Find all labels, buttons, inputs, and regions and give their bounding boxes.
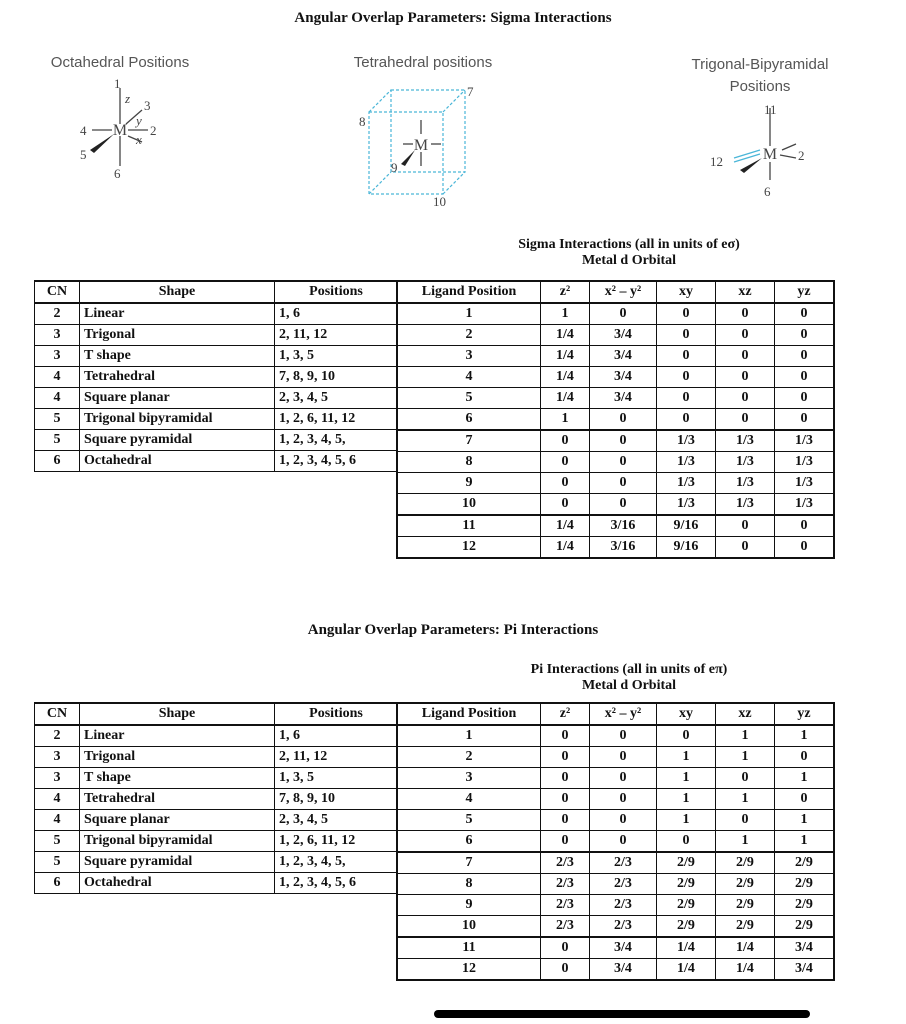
cell-yz: 0 xyxy=(775,747,835,768)
tetrahedral-diagram xyxy=(355,80,495,210)
cell-positions: 2, 3, 4, 5 xyxy=(275,810,398,831)
cell-positions: 1, 2, 6, 11, 12 xyxy=(275,831,398,852)
cell-xy: 2/9 xyxy=(657,852,716,874)
cell-cn: 5 xyxy=(35,831,80,852)
svg-text:1: 1 xyxy=(114,76,121,91)
cell-xz: 1/3 xyxy=(716,473,775,494)
pi-title: Angular Overlap Parameters: Pi Interactions xyxy=(307,622,599,638)
cell-ligand-position: 7 xyxy=(397,852,541,874)
cell-x2y2: 0 xyxy=(590,430,657,452)
cell-xz: 0 xyxy=(716,303,775,325)
cell-x2y2: 3/4 xyxy=(590,367,657,388)
cell-z2: 0 xyxy=(541,810,590,831)
cell-z2: 0 xyxy=(541,937,590,959)
table-row xyxy=(35,346,398,367)
sigma-title: Angular Overlap Parameters: Sigma Interactions xyxy=(294,10,612,26)
pi-caption: Pi Interactions (all in units of eπ) Metal d Orbital xyxy=(530,662,728,693)
cell-cn: 3 xyxy=(35,747,80,768)
header-xz: xz xyxy=(716,703,775,725)
table-row xyxy=(397,473,834,494)
cell-ligand-position: 1 xyxy=(397,303,541,325)
svg-text:9: 9 xyxy=(391,160,398,175)
cell-xy: 1 xyxy=(657,747,716,768)
cell-xy: 0 xyxy=(657,346,716,367)
cell-z2: 1/4 xyxy=(541,367,590,388)
table-row xyxy=(397,810,834,831)
cell-x2y2: 0 xyxy=(590,409,657,431)
cell-x2y2: 0 xyxy=(590,831,657,853)
svg-text:6: 6 xyxy=(114,166,121,181)
table-row xyxy=(397,874,834,895)
cell-z2: 1 xyxy=(541,303,590,325)
cell-shape: Tetrahedral xyxy=(80,789,275,810)
cell-z2: 0 xyxy=(541,452,590,473)
table-row xyxy=(35,367,398,388)
table-row xyxy=(35,388,398,409)
cell-cn: 3 xyxy=(35,768,80,789)
table-row xyxy=(397,346,834,367)
cell-xy: 1/3 xyxy=(657,494,716,516)
cell-xy: 0 xyxy=(657,831,716,853)
cell-cn: 5 xyxy=(35,430,80,451)
cell-xz: 1 xyxy=(716,725,775,747)
cell-ligand-position: 6 xyxy=(397,831,541,853)
cell-xy: 2/9 xyxy=(657,874,716,895)
header-yz: yz xyxy=(775,703,835,725)
cell-x2y2: 0 xyxy=(590,810,657,831)
cell-x2y2: 0 xyxy=(590,452,657,473)
cell-ligand-position: 9 xyxy=(397,895,541,916)
cell-z2: 0 xyxy=(541,789,590,810)
cell-xz: 1/3 xyxy=(716,452,775,473)
cell-cn: 5 xyxy=(35,852,80,873)
table-row xyxy=(397,789,834,810)
cell-cn: 4 xyxy=(35,789,80,810)
cell-xz: 1/3 xyxy=(716,494,775,516)
cell-xy: 0 xyxy=(657,303,716,325)
cell-yz: 1/3 xyxy=(775,452,835,473)
cell-xy: 0 xyxy=(657,367,716,388)
header-xy: xy xyxy=(657,703,716,725)
header-positions: Positions xyxy=(275,281,398,303)
cell-cn: 3 xyxy=(35,346,80,367)
svg-text:7: 7 xyxy=(467,84,474,99)
tetrahedral-label: Tetrahedral positions xyxy=(353,54,493,71)
table-row xyxy=(397,537,834,559)
cell-yz: 1 xyxy=(775,768,835,789)
cell-ligand-position: 4 xyxy=(397,367,541,388)
cell-positions: 7, 8, 9, 10 xyxy=(275,367,398,388)
table-row xyxy=(35,873,398,894)
cell-shape: Octahedral xyxy=(80,873,275,894)
cell-x2y2: 2/3 xyxy=(590,874,657,895)
cell-ligand-position: 10 xyxy=(397,916,541,938)
cell-yz: 0 xyxy=(775,515,835,537)
cell-xy: 9/16 xyxy=(657,515,716,537)
cell-xz: 1 xyxy=(716,831,775,853)
cell-ligand-position: 11 xyxy=(397,515,541,537)
cell-yz: 0 xyxy=(775,303,835,325)
table-row xyxy=(35,810,398,831)
cell-yz: 0 xyxy=(775,388,835,409)
cell-xz: 1 xyxy=(716,747,775,768)
cell-positions: 1, 6 xyxy=(275,725,398,747)
tbp-diagram xyxy=(700,100,830,205)
cell-z2: 2/3 xyxy=(541,895,590,916)
cell-ligand-position: 3 xyxy=(397,346,541,367)
svg-text:8: 8 xyxy=(359,114,366,129)
table-row xyxy=(35,409,398,430)
cell-xy: 1/4 xyxy=(657,959,716,981)
cell-yz: 2/9 xyxy=(775,916,835,938)
cell-xz: 0 xyxy=(716,409,775,431)
cell-positions: 1, 3, 5 xyxy=(275,768,398,789)
cell-x2y2: 3/16 xyxy=(590,515,657,537)
table-row xyxy=(35,831,398,852)
svg-text:M: M xyxy=(762,146,778,163)
svg-text:x: x xyxy=(136,132,142,147)
table-row xyxy=(397,515,834,537)
table-row xyxy=(35,430,398,451)
cell-yz: 2/9 xyxy=(775,852,835,874)
cell-shape: Square pyramidal xyxy=(80,852,275,873)
svg-text:10: 10 xyxy=(433,194,446,209)
cell-xy: 0 xyxy=(657,409,716,431)
cell-positions: 1, 2, 3, 4, 5, 6 xyxy=(275,451,398,472)
cell-z2: 1/4 xyxy=(541,346,590,367)
header-shape: Shape xyxy=(80,703,275,725)
cell-xz: 1/4 xyxy=(716,959,775,981)
cell-ligand-position: 6 xyxy=(397,409,541,431)
table-row xyxy=(397,725,834,747)
cell-x2y2: 0 xyxy=(590,494,657,516)
cell-x2y2: 2/3 xyxy=(590,916,657,938)
cell-x2y2: 0 xyxy=(590,473,657,494)
pi-interactions-table xyxy=(396,702,835,981)
table-row xyxy=(397,452,834,473)
table-row xyxy=(35,768,398,789)
cell-positions: 7, 8, 9, 10 xyxy=(275,789,398,810)
cell-yz: 1 xyxy=(775,810,835,831)
table-row xyxy=(35,725,398,747)
cell-cn: 4 xyxy=(35,388,80,409)
cell-shape: Trigonal bipyramidal xyxy=(80,409,275,430)
cell-x2y2: 2/3 xyxy=(590,852,657,874)
header-yz: yz xyxy=(775,281,835,303)
cell-xz: 0 xyxy=(716,325,775,346)
cell-x2y2: 3/4 xyxy=(590,959,657,981)
header-shape: Shape xyxy=(80,281,275,303)
cell-z2: 2/3 xyxy=(541,916,590,938)
cell-positions: 1, 2, 3, 4, 5, xyxy=(275,852,398,873)
svg-text:3: 3 xyxy=(144,98,151,113)
header-positions: Positions xyxy=(275,703,398,725)
cell-z2: 0 xyxy=(541,959,590,981)
table-row xyxy=(35,789,398,810)
cell-ligand-position: 11 xyxy=(397,937,541,959)
sigma-interactions-table xyxy=(396,280,835,559)
cell-xy: 1/3 xyxy=(657,452,716,473)
cell-positions: 1, 6 xyxy=(275,303,398,325)
header-x2y2: x² – y² xyxy=(590,281,657,303)
cell-shape: Square pyramidal xyxy=(80,430,275,451)
svg-text:12: 12 xyxy=(710,154,723,169)
cell-yz: 0 xyxy=(775,537,835,559)
table-row xyxy=(397,325,834,346)
cell-ligand-position: 5 xyxy=(397,810,541,831)
header-xz: xz xyxy=(716,281,775,303)
cell-positions: 1, 2, 3, 4, 5, xyxy=(275,430,398,451)
cell-z2: 1/4 xyxy=(541,537,590,559)
cell-yz: 1 xyxy=(775,831,835,853)
cell-shape: Square planar xyxy=(80,388,275,409)
cell-xz: 2/9 xyxy=(716,874,775,895)
cell-yz: 3/4 xyxy=(775,937,835,959)
cell-positions: 2, 3, 4, 5 xyxy=(275,388,398,409)
svg-text:5: 5 xyxy=(80,147,87,162)
cell-xy: 2/9 xyxy=(657,916,716,938)
svg-text:2: 2 xyxy=(798,148,805,163)
cell-yz: 1/3 xyxy=(775,494,835,516)
cell-ligand-position: 2 xyxy=(397,325,541,346)
cell-x2y2: 2/3 xyxy=(590,895,657,916)
table-row xyxy=(397,852,834,874)
cell-ligand-position: 2 xyxy=(397,747,541,768)
cell-z2: 0 xyxy=(541,725,590,747)
table-row xyxy=(397,430,834,452)
cell-cn: 3 xyxy=(35,325,80,346)
cell-z2: 1 xyxy=(541,409,590,431)
cell-x2y2: 0 xyxy=(590,747,657,768)
cell-shape: Tetrahedral xyxy=(80,367,275,388)
header-cn: CN xyxy=(35,703,80,725)
cell-z2: 1/4 xyxy=(541,325,590,346)
cell-x2y2: 3/16 xyxy=(590,537,657,559)
cell-x2y2: 0 xyxy=(590,768,657,789)
cell-shape: Linear xyxy=(80,303,275,325)
header-ligand-position: Ligand Position xyxy=(397,703,541,725)
cell-xz: 0 xyxy=(716,537,775,559)
header-z2: z² xyxy=(541,703,590,725)
cell-yz: 0 xyxy=(775,346,835,367)
cell-cn: 4 xyxy=(35,810,80,831)
cell-shape: Linear xyxy=(80,725,275,747)
cell-z2: 2/3 xyxy=(541,852,590,874)
table-row xyxy=(35,852,398,873)
cell-xz: 0 xyxy=(716,768,775,789)
header-ligand-position: Ligand Position xyxy=(397,281,541,303)
horizontal-scrollbar[interactable] xyxy=(434,1010,810,1018)
cell-positions: 1, 2, 6, 11, 12 xyxy=(275,409,398,430)
cell-yz: 1/3 xyxy=(775,430,835,452)
cell-ligand-position: 7 xyxy=(397,430,541,452)
cell-xy: 9/16 xyxy=(657,537,716,559)
cell-x2y2: 0 xyxy=(590,789,657,810)
cell-ligand-position: 8 xyxy=(397,874,541,895)
table-row xyxy=(397,747,834,768)
cell-positions: 1, 2, 3, 4, 5, 6 xyxy=(275,873,398,894)
cell-x2y2: 0 xyxy=(590,303,657,325)
table-row xyxy=(397,768,834,789)
pi-shapes-table xyxy=(34,702,398,894)
cell-yz: 2/9 xyxy=(775,895,835,916)
cell-positions: 2, 11, 12 xyxy=(275,325,398,346)
table-row xyxy=(397,831,834,853)
cell-ligand-position: 4 xyxy=(397,789,541,810)
svg-text:M: M xyxy=(112,122,128,139)
cell-z2: 0 xyxy=(541,494,590,516)
cell-yz: 2/9 xyxy=(775,874,835,895)
table-row xyxy=(397,494,834,516)
table-row xyxy=(397,409,834,431)
cell-yz: 3/4 xyxy=(775,959,835,981)
cell-z2: 0 xyxy=(541,747,590,768)
cell-ligand-position: 3 xyxy=(397,768,541,789)
sigma-caption: Sigma Interactions (all in units of eσ) Metal d Orbital xyxy=(518,237,740,268)
table-row xyxy=(397,303,834,325)
cell-z2: 2/3 xyxy=(541,874,590,895)
cell-ligand-position: 1 xyxy=(397,725,541,747)
cell-yz: 1 xyxy=(775,725,835,747)
cell-cn: 2 xyxy=(35,303,80,325)
sigma-shapes-table xyxy=(34,280,398,472)
cell-xz: 1 xyxy=(716,789,775,810)
cell-xy: 0 xyxy=(657,725,716,747)
table-row xyxy=(397,388,834,409)
cell-x2y2: 3/4 xyxy=(590,346,657,367)
cell-xy: 1/4 xyxy=(657,937,716,959)
svg-text:z: z xyxy=(125,91,131,106)
cell-cn: 4 xyxy=(35,367,80,388)
cell-xz: 2/9 xyxy=(716,916,775,938)
table-row xyxy=(397,937,834,959)
cell-x2y2: 0 xyxy=(590,725,657,747)
svg-text:4: 4 xyxy=(80,123,87,138)
cell-z2: 0 xyxy=(541,430,590,452)
cell-x2y2: 3/4 xyxy=(590,325,657,346)
cell-xz: 1/4 xyxy=(716,937,775,959)
cell-xy: 1/3 xyxy=(657,430,716,452)
cell-x2y2: 3/4 xyxy=(590,388,657,409)
cell-yz: 0 xyxy=(775,409,835,431)
cell-xy: 1 xyxy=(657,789,716,810)
cell-xy: 0 xyxy=(657,388,716,409)
cell-ligand-position: 9 xyxy=(397,473,541,494)
header-xy: xy xyxy=(657,281,716,303)
cell-yz: 0 xyxy=(775,789,835,810)
table-row xyxy=(35,325,398,346)
table-row xyxy=(397,916,834,938)
cell-shape: Trigonal xyxy=(80,325,275,346)
svg-text:2: 2 xyxy=(150,123,157,138)
cell-shape: Square planar xyxy=(80,810,275,831)
cell-xz: 0 xyxy=(716,346,775,367)
cell-cn: 5 xyxy=(35,409,80,430)
cell-xz: 0 xyxy=(716,388,775,409)
cell-ligand-position: 12 xyxy=(397,959,541,981)
table-row xyxy=(35,747,398,768)
cell-yz: 0 xyxy=(775,367,835,388)
cell-shape: T shape xyxy=(80,768,275,789)
cell-xz: 2/9 xyxy=(716,895,775,916)
cell-xz: 0 xyxy=(716,810,775,831)
tbp-label: Trigonal-Bipyramidal Positions xyxy=(691,56,829,95)
svg-text:11: 11 xyxy=(764,102,777,117)
cell-xz: 0 xyxy=(716,367,775,388)
cell-xy: 0 xyxy=(657,325,716,346)
cell-z2: 0 xyxy=(541,473,590,494)
cell-xy: 1 xyxy=(657,768,716,789)
cell-shape: Octahedral xyxy=(80,451,275,472)
cell-cn: 2 xyxy=(35,725,80,747)
cell-xy: 1 xyxy=(657,810,716,831)
cell-x2y2: 3/4 xyxy=(590,937,657,959)
cell-shape: T shape xyxy=(80,346,275,367)
table-row xyxy=(397,959,834,981)
cell-xz: 2/9 xyxy=(716,852,775,874)
table-row xyxy=(397,895,834,916)
cell-yz: 1/3 xyxy=(775,473,835,494)
table-row xyxy=(397,367,834,388)
header-x2y2: x² – y² xyxy=(590,703,657,725)
cell-cn: 6 xyxy=(35,451,80,472)
cell-shape: Trigonal bipyramidal xyxy=(80,831,275,852)
cell-xy: 1/3 xyxy=(657,473,716,494)
cell-shape: Trigonal xyxy=(80,747,275,768)
cell-z2: 1/4 xyxy=(541,515,590,537)
cell-ligand-position: 5 xyxy=(397,388,541,409)
cell-xz: 1/3 xyxy=(716,430,775,452)
cell-yz: 0 xyxy=(775,325,835,346)
octahedral-label: Octahedral Positions xyxy=(50,54,190,71)
svg-text:y: y xyxy=(136,113,142,128)
cell-xy: 2/9 xyxy=(657,895,716,916)
table-row xyxy=(35,303,398,325)
svg-text:M: M xyxy=(413,137,429,154)
octahedral-diagram xyxy=(50,76,180,190)
cell-z2: 0 xyxy=(541,831,590,853)
cell-positions: 1, 3, 5 xyxy=(275,346,398,367)
cell-ligand-position: 10 xyxy=(397,494,541,516)
table-row xyxy=(35,451,398,472)
cell-cn: 6 xyxy=(35,873,80,894)
cell-z2: 0 xyxy=(541,768,590,789)
cell-ligand-position: 12 xyxy=(397,537,541,559)
header-cn: CN xyxy=(35,281,80,303)
header-z2: z² xyxy=(541,281,590,303)
cell-xz: 0 xyxy=(716,515,775,537)
cell-z2: 1/4 xyxy=(541,388,590,409)
cell-positions: 2, 11, 12 xyxy=(275,747,398,768)
cell-ligand-position: 8 xyxy=(397,452,541,473)
svg-text:6: 6 xyxy=(764,184,771,199)
